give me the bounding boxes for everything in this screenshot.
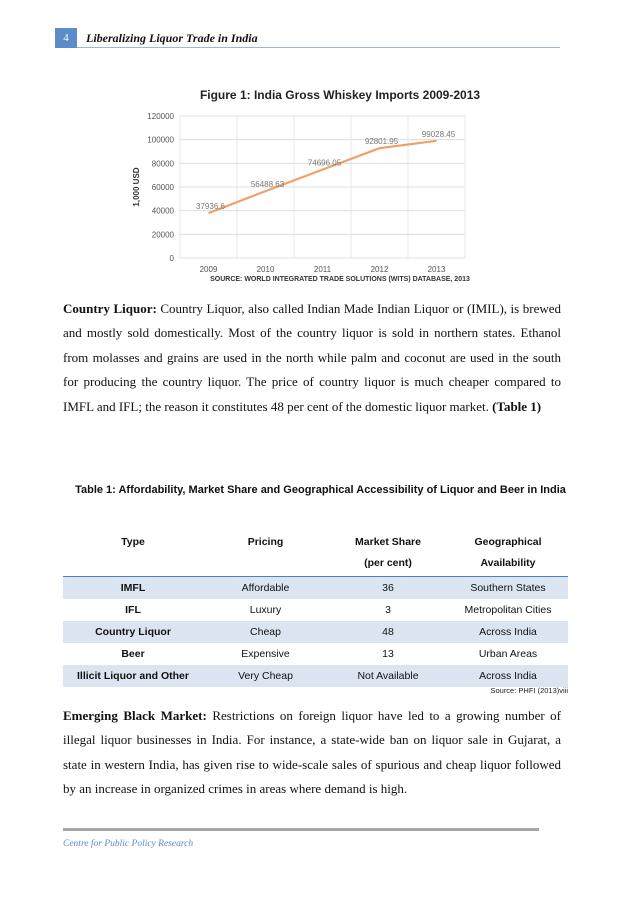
cell-share: Not Available (357, 669, 419, 682)
cell-pricing: Affordable (241, 581, 290, 594)
data-label: 37936.6 (196, 202, 225, 212)
x-tick-label: 2009 (199, 265, 218, 274)
table-title: Table 1: Affordability, Market Share and Geographical Accessibility of Liquor and Beer in India (75, 484, 566, 496)
col-header-type: Type (121, 536, 145, 548)
page-header (0, 28, 638, 50)
table-row (63, 621, 568, 643)
table-row (63, 643, 568, 665)
header-rule (77, 47, 560, 48)
whiskey-imports-chart (125, 108, 505, 278)
col-header-geography (448, 532, 568, 576)
figure-source: SOURCE: WORLD INTEGRATED TRADE SOLUTIONS (WITS) DATABASE, 2013 (210, 276, 470, 283)
cell-type: Country Liquor (95, 625, 171, 638)
cell-geo: Metropolitan Cities (464, 603, 552, 616)
y-axis-label: 1,000 USD (132, 167, 141, 207)
paragraph-lead: Emerging Black Market: (63, 708, 207, 723)
header-line: Market Share (355, 536, 421, 548)
header-line: (per cent) (364, 557, 412, 569)
cell-pricing: Cheap (250, 625, 281, 638)
y-tick-label: 120000 (147, 112, 174, 121)
x-tick-label: 2011 (313, 265, 332, 274)
cell-share: 13 (382, 647, 394, 660)
cell-pricing: Very Cheap (238, 669, 293, 682)
y-tick-label: 20000 (151, 230, 174, 240)
table-source: Source: PHFI (2013)viii (490, 686, 568, 695)
cell-share: 48 (382, 625, 394, 638)
data-label: 74696.05 (307, 158, 342, 168)
cell-geo: Southern States (470, 581, 546, 594)
cell-pricing: Expensive (241, 647, 290, 660)
country-liquor-paragraph (63, 297, 561, 419)
figure-title: Figure 1: India Gross Whiskey Imports 2009-2013 (199, 88, 481, 102)
y-tick-label: 0 (169, 254, 174, 263)
cell-type: IFL (125, 603, 141, 616)
cell-type: Illicit Liquor and Other (76, 669, 189, 682)
series-line (209, 141, 437, 213)
cell-type: Beer (121, 647, 145, 660)
cell-geo: Across India (479, 669, 537, 682)
y-tick-label: 80000 (151, 159, 174, 169)
table-row (63, 599, 568, 621)
data-label: 92801.95 (364, 137, 399, 147)
col-header-pricing: Pricing (247, 536, 284, 548)
running-title: Liberalizing Liquor Trade in India (86, 31, 258, 45)
cell-pricing: Luxury (249, 603, 282, 616)
cell-share: 3 (385, 603, 391, 616)
page-number: 4 (55, 28, 77, 48)
footer-rule (63, 828, 539, 831)
black-market-paragraph (63, 704, 561, 802)
x-tick-label: 2010 (256, 265, 275, 274)
table-row (63, 665, 568, 687)
data-label: 56488.63 (250, 180, 285, 190)
table-header-row (63, 532, 568, 576)
paragraph-body: Country Liquor, also called Indian Made Indian Liquor or (IMIL), is brewed and mostly sold domestically. Most of the country liquor is sold in northern states. Ethanol from molasses and grains are used in the north while palm and coconut are used in the south for producing the country liquor. The price of country liquor is much cheaper compared to IMFL and IFL; the reason it constitutes 48 per cent of the domestic liquor market. (63, 301, 561, 414)
data-label: 99028.45 (421, 129, 456, 139)
x-tick-label: 2012 (370, 265, 389, 274)
table-row (63, 576, 568, 599)
footer-text: Centre for Public Policy Research (63, 839, 194, 849)
y-tick-label: 60000 (151, 183, 174, 192)
y-tick-label: 40000 (151, 206, 174, 216)
y-tick-label: 100000 (147, 135, 174, 145)
x-tick-label: 2013 (427, 265, 446, 274)
paragraph-lead: Country Liquor: (63, 301, 157, 316)
table-reference: (Table 1) (492, 398, 542, 414)
col-header-market-share (328, 532, 448, 576)
cell-share: 36 (382, 581, 394, 594)
cell-geo: Across India (479, 625, 537, 638)
header-line: Availability (480, 557, 536, 569)
header-line: Geographical (474, 536, 542, 548)
liquor-table (63, 532, 568, 687)
paragraph-body: Restrictions on foreign liquor have led to a growing number of illegal liquor businesses in India. For instance, a state-wide ban on liquor sale in Gujarat, a state in western India, has given rise to wide-scale sales of spurious and cheap liquor followed by an increase in organized crimes in areas where demand is high. (63, 708, 561, 797)
cell-type: IMFL (120, 581, 146, 594)
cell-geo: Urban Areas (478, 647, 538, 660)
